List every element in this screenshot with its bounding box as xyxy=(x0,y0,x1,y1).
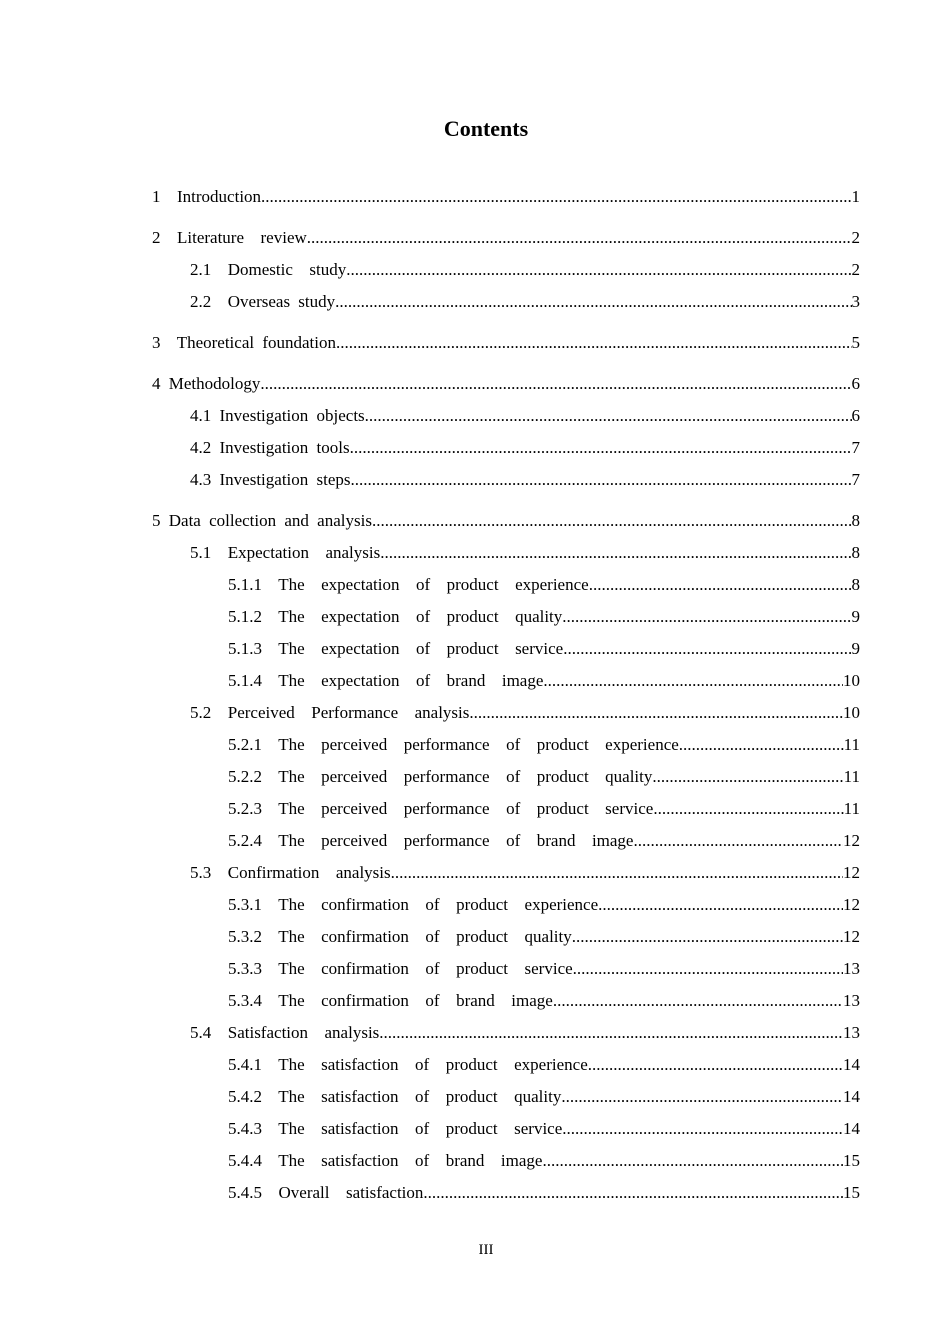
toc-dot-leader xyxy=(423,1177,843,1209)
toc-dot-leader xyxy=(589,569,852,601)
toc-entry-label: 5.4.5 Overall satisfaction xyxy=(228,1183,424,1202)
toc-entry-page-number: 7 xyxy=(851,438,860,457)
toc-dot-leader xyxy=(391,857,843,889)
toc-entry-page-number: 12 xyxy=(843,863,860,882)
toc-entry-label: 1 Introduction xyxy=(152,187,262,206)
toc-dot-leader xyxy=(553,985,843,1017)
page-title: Contents xyxy=(443,116,529,141)
toc-entry-label: 5.2.2 The perceived performance of product quality xyxy=(228,767,653,786)
toc-dot-leader xyxy=(469,697,843,729)
toc-entry-page-number: 6 xyxy=(851,374,860,393)
toc-entry-label: 5.1.4 The expectation of brand image xyxy=(228,671,544,690)
toc-entry[interactable] xyxy=(152,729,860,761)
toc-entry-page-number: 15 xyxy=(843,1151,860,1170)
toc-dot-leader xyxy=(653,793,843,825)
toc-dot-leader xyxy=(380,537,851,569)
toc-entry-page-number: 8 xyxy=(851,575,860,594)
toc-entry-page-number: 8 xyxy=(851,543,860,562)
toc-entry-label: 4.3 Investigation steps xyxy=(190,470,351,489)
toc-entry-page-number: 7 xyxy=(851,470,860,489)
toc-entry-label: 2 Literature review xyxy=(152,228,307,247)
toc-entry-label: 5.1.1 The expectation of product experience xyxy=(228,575,589,594)
toc-entry-label: 5.2 Perceived Performance analysis xyxy=(190,703,470,722)
toc-entry[interactable] xyxy=(152,889,860,921)
toc-entry-page-number: 10 xyxy=(843,703,860,722)
toc-dot-leader xyxy=(335,286,851,318)
toc-entry[interactable] xyxy=(152,1177,860,1209)
toc-entry-page-number: 12 xyxy=(843,927,860,946)
toc-entry-label: 5.2.3 The perceived performance of product service xyxy=(228,799,654,818)
toc-entry-page-number: 13 xyxy=(843,1023,860,1042)
toc-entry-label: 5.2.1 The perceived performance of product experience xyxy=(228,735,679,754)
table-of-contents xyxy=(152,181,860,1209)
toc-entry[interactable] xyxy=(152,537,860,569)
toc-dot-leader xyxy=(588,1049,843,1081)
toc-dot-leader xyxy=(307,222,852,254)
toc-entry-page-number: 12 xyxy=(843,831,860,850)
toc-entry-page-number: 10 xyxy=(843,671,860,690)
toc-entry[interactable] xyxy=(152,633,860,665)
toc-entry-label: 5.4.2 The satisfaction of product quality xyxy=(228,1087,562,1106)
toc-dot-leader xyxy=(652,761,843,793)
toc-entry-page-number: 13 xyxy=(843,991,860,1010)
toc-entry-label: 5.3 Confirmation analysis xyxy=(190,863,391,882)
toc-entry[interactable] xyxy=(152,400,860,432)
toc-entry[interactable] xyxy=(152,601,860,633)
toc-entry[interactable] xyxy=(152,953,860,985)
toc-dot-leader xyxy=(261,181,851,213)
toc-entry[interactable] xyxy=(152,697,860,729)
page-number: III xyxy=(478,1242,494,1258)
toc-entry[interactable] xyxy=(152,432,860,464)
toc-entry-page-number: 9 xyxy=(851,607,860,626)
toc-entry-page-number: 11 xyxy=(843,735,860,754)
toc-dot-leader xyxy=(562,601,851,633)
toc-entry-page-number: 11 xyxy=(843,799,860,818)
toc-dot-leader xyxy=(260,368,851,400)
toc-dot-leader xyxy=(633,825,843,857)
toc-dot-leader xyxy=(346,254,851,286)
toc-dot-leader xyxy=(572,921,843,953)
toc-entry[interactable] xyxy=(152,857,860,889)
toc-entry-page-number: 1 xyxy=(851,187,860,206)
toc-entry[interactable] xyxy=(152,761,860,793)
toc-entry-page-number: 6 xyxy=(851,406,860,425)
toc-dot-leader xyxy=(336,327,852,359)
toc-dot-leader xyxy=(379,1017,843,1049)
toc-entry[interactable] xyxy=(152,368,860,400)
toc-entry-label: 2.2 Overseas study xyxy=(190,292,336,311)
toc-entry-label: 5.4 Satisfaction analysis xyxy=(190,1023,380,1042)
toc-entry-label: 2.1 Domestic study xyxy=(190,260,347,279)
toc-dot-leader xyxy=(351,464,852,496)
toc-entry-label: 5.3.3 The confirmation of product service xyxy=(228,959,573,978)
toc-entry-label: 5.4.3 The satisfaction of product service xyxy=(228,1119,563,1138)
toc-entry[interactable] xyxy=(152,505,860,537)
toc-entry[interactable] xyxy=(152,1113,860,1145)
toc-entry-page-number: 11 xyxy=(843,767,860,786)
toc-entry-page-number: 9 xyxy=(851,639,860,658)
toc-dot-leader xyxy=(542,1145,843,1177)
toc-entry-label: 5.3.4 The confirmation of brand image xyxy=(228,991,553,1010)
toc-dot-leader xyxy=(562,1113,843,1145)
toc-entry-page-number: 15 xyxy=(843,1183,860,1202)
toc-entry-page-number: 5 xyxy=(851,333,860,352)
toc-entry-page-number: 13 xyxy=(843,959,860,978)
toc-dot-leader xyxy=(543,665,843,697)
toc-entry-page-number: 2 xyxy=(851,260,860,279)
toc-entry-label: 5.4.4 The satisfaction of brand image xyxy=(228,1151,543,1170)
toc-dot-leader xyxy=(679,729,844,761)
toc-entry-page-number: 8 xyxy=(851,511,860,530)
toc-entry-label: 5 Data collection and analysis xyxy=(152,511,372,530)
toc-dot-leader xyxy=(573,953,843,985)
toc-entry[interactable] xyxy=(152,254,860,286)
toc-entry-page-number: 3 xyxy=(851,292,860,311)
toc-entry-label: 5.3.1 The confirmation of product experience xyxy=(228,895,599,914)
toc-entry-label: 5.1 Expectation analysis xyxy=(190,543,381,562)
toc-entry-label: 4.2 Investigation tools xyxy=(190,438,350,457)
toc-entry[interactable] xyxy=(152,327,860,359)
toc-dot-leader xyxy=(563,633,851,665)
toc-entry-label: 5.3.2 The confirmation of product quality xyxy=(228,927,572,946)
toc-entry[interactable] xyxy=(152,1081,860,1113)
toc-entry[interactable] xyxy=(152,181,860,213)
toc-entry[interactable] xyxy=(152,825,860,857)
toc-entry-label: 5.4.1 The satisfaction of product experience xyxy=(228,1055,588,1074)
toc-entry[interactable] xyxy=(152,222,860,254)
toc-entry[interactable] xyxy=(152,793,860,825)
toc-dot-leader xyxy=(350,432,852,464)
toc-dot-leader xyxy=(598,889,843,921)
toc-entry-page-number: 14 xyxy=(843,1119,860,1138)
toc-entry[interactable] xyxy=(152,665,860,697)
toc-entry-label: 5.1.3 The expectation of product service xyxy=(228,639,564,658)
toc-entry[interactable] xyxy=(152,569,860,601)
toc-entry-label: 5.2.4 The perceived performance of brand image xyxy=(228,831,634,850)
toc-entry-label: 5.1.2 The expectation of product quality xyxy=(228,607,563,626)
toc-entry[interactable] xyxy=(152,1145,860,1177)
toc-dot-leader xyxy=(561,1081,843,1113)
toc-entry-page-number: 14 xyxy=(843,1087,860,1106)
toc-entry-page-number: 14 xyxy=(843,1055,860,1074)
toc-entry[interactable] xyxy=(152,1017,860,1049)
toc-entry[interactable] xyxy=(152,921,860,953)
toc-dot-leader xyxy=(372,505,852,537)
toc-entry-label: 4 Methodology xyxy=(152,374,261,393)
toc-entry[interactable] xyxy=(152,286,860,318)
toc-entry-label: 4.1 Investigation objects xyxy=(190,406,365,425)
toc-entry[interactable] xyxy=(152,464,860,496)
toc-dot-leader xyxy=(365,400,852,432)
toc-entry-page-number: 2 xyxy=(851,228,860,247)
toc-entry-label: 3 Theoretical foundation xyxy=(152,333,336,352)
toc-entry-page-number: 12 xyxy=(843,895,860,914)
toc-entry[interactable] xyxy=(152,985,860,1017)
toc-entry[interactable] xyxy=(152,1049,860,1081)
